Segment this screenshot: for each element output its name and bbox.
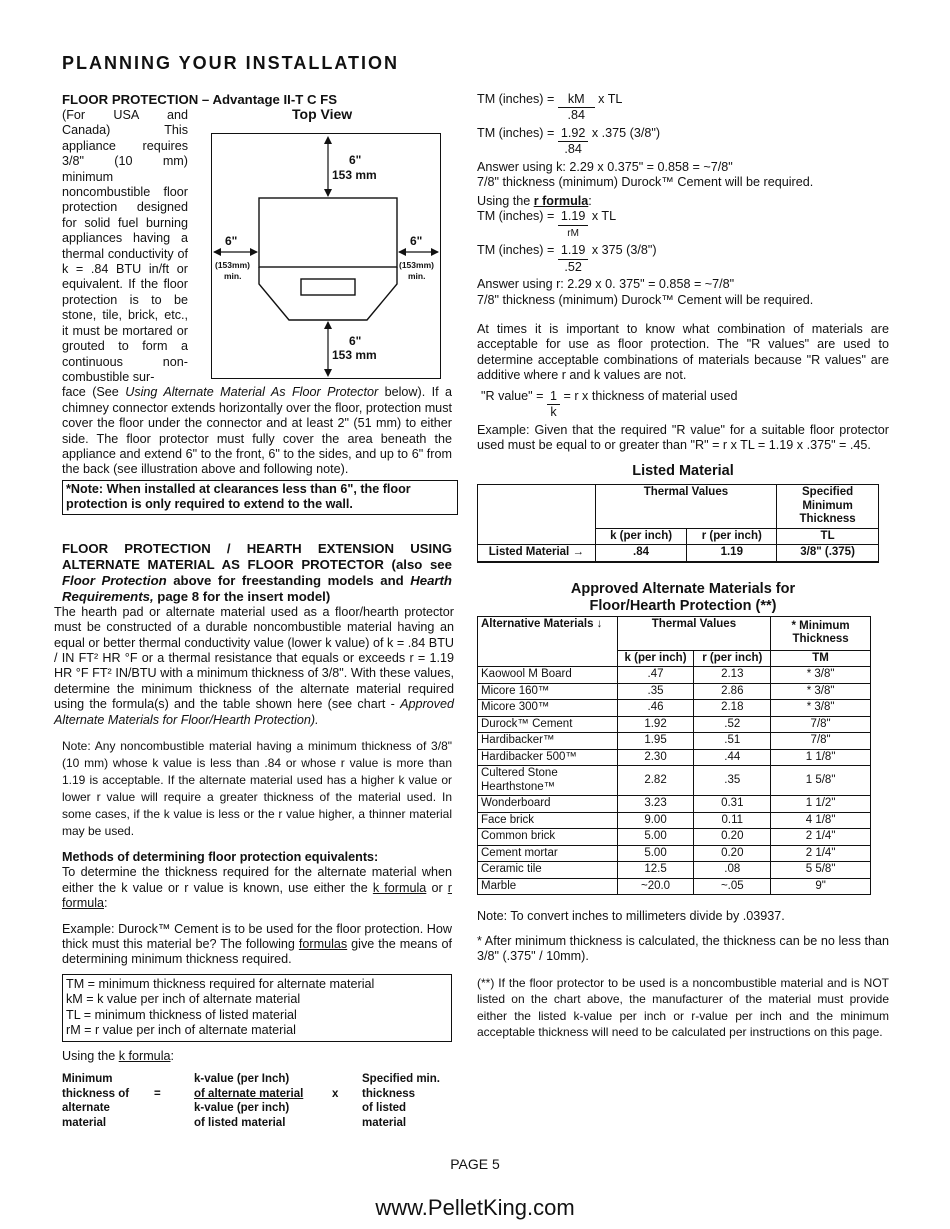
answer-k-line-1: Answer using k: 2.29 x 0.375" = 0.858 = ~7/8" (477, 160, 733, 174)
diagram-bottom-mm: 153 mm (332, 348, 377, 362)
clearance-note: *Note: When installed at clearances less than 6", the floor protection is only required to extend to the wall. (62, 480, 458, 515)
alt-cell-r: .35 (694, 766, 771, 796)
alt-material-row (478, 683, 871, 700)
alt-cell-name: Face brick (478, 812, 618, 829)
alt-cell-k: 3.23 (617, 796, 694, 813)
right-column (477, 92, 889, 1041)
r-value-paragraph: At times it is important to know what combination of materials are acceptable for use as floor protection. The "R values" are used to determine acceptable combinations of materials because "R values" are additive where r and k values are not. (477, 322, 889, 383)
alt-cell-t: 1 5/8" (771, 766, 871, 796)
floor-protection-wrap-text: (For USA and Canada) This appliance requires 3/8" (10 mm) minimum noncombustible floor protection designed for solid fuel burning appliances having a thermal conductivity of k = .84 BTU in/ft or equivalent. If the floor protection is to be stone, tile, brick, etc., it must be mortared or grouted to form a continuous non-combustible sur- (62, 108, 188, 384)
equation-3: TM (inches) = $\frac{1.19}{rM}$ x TL (477, 209, 617, 239)
def-km: kM = k value per inch of alternate material (66, 992, 301, 1007)
alt-cell-t: * 3/8" (771, 700, 871, 717)
alt-cell-r: 0.31 (694, 796, 771, 813)
alt-cell-k: 5.00 (617, 829, 694, 846)
alt-cell-k: 1.92 (617, 716, 694, 733)
hearth-extension-body: The hearth pad or alternate material used as a floor/hearth protector must be constructed of a durable noncombustible material having an equal or better thermal conductivity value (lower k value) of k = .84 BTU / IN FT² HR °F or a thermal resistance that equals or exceeds r = 1.19 HR °F FT² IN/BTU with a minimum thickness of 3/8". With these values, determine the minimum thickness of the alternate material required using the formula(s) and the table shown here (see chart - Approved Alternate Materials for Floor/Hearth Protection). (54, 604, 454, 727)
methods-body: To determine the thickness required for the alternate material when either the k value or r value is known, use either the k formula or r formula: (62, 865, 452, 911)
alt-cell-k: 12.5 (617, 862, 694, 879)
def-tm: TM = minimum thickness required for alternate material (66, 976, 375, 991)
alt-cell-t: 4 1/8" (771, 812, 871, 829)
alt-min-header: * Minimum Thickness (771, 616, 871, 650)
alt-cell-name: Micore 300™ (478, 700, 618, 717)
noncombustible-note: Note: Any noncombustible material having a minimum thickness of 3/8" (10 mm) whose k value is less than .84 or whose r value is more than 1.19 is acceptable. If the alternate material used has a higher k value or lower r value will require a greater thickness of the material used. In some cases, if the k value is less or the r value higher, a thinner material may be used. (62, 739, 452, 838)
alt-material-row (478, 878, 871, 895)
floor-protection-continued: face (See Using Alternate Material As Floor Protector below). If a chimney connector extends horizontally over the floor, protection must cover the floor under the connector and at least 2" (51 mm) to either side. The floor protector must fully cover the area beneath the appliance and extend 6" to the front, 6" to the sides, and up to 6" from the back (see illustration above and following note). (62, 385, 452, 477)
listed-material-title: Listed Material (632, 463, 734, 480)
listed-thermal-header: Thermal Values (595, 485, 776, 529)
alt-tm-header: TM (771, 650, 871, 667)
alt-k-header: k (per inch) (617, 650, 694, 667)
after-min-thickness-note: * After minimum thickness is calculated, the thickness can be no less than 3/8" (.375" / 10mm). (477, 933, 889, 964)
alt-material-row (478, 829, 871, 846)
alt-materials-title-2: Floor/Hearth Protection (**) (589, 597, 777, 614)
diagram-left-mm: (153mm) (215, 260, 250, 270)
diagram-right-min: min. (408, 271, 426, 281)
alt-cell-k: 5.00 (617, 845, 694, 862)
alt-material-row (478, 700, 871, 717)
formula-lhs: Minimum thickness of alternate material (62, 1073, 130, 1129)
answer-k-line-2: 7/8" thickness (minimum) Durock™ Cement will be required. (477, 175, 814, 190)
alt-cell-k: 1.95 (617, 733, 694, 750)
diagram-right-inches: 6" (410, 234, 423, 248)
alt-cell-t: 1 1/2" (771, 796, 871, 813)
equation-4: TM (inches) = $\frac{1.19}{.52}$ x 375 (3/8") (477, 243, 657, 274)
k-formula (62, 1072, 452, 1130)
alt-material-row (478, 667, 871, 684)
r-value-example: Example: Given that the required "R value" for a suitable floor protector used must be equal to or greater than "R" = r x TL = 1.19 x .375" = .45. (477, 422, 889, 453)
alt-cell-t: 7/8" (771, 733, 871, 750)
alt-cell-t: 5 5/8" (771, 862, 871, 879)
formula-equals: = (154, 1088, 161, 1101)
alt-cell-name: Common brick (478, 829, 618, 846)
definitions-box (62, 974, 452, 1042)
top-view-diagram (211, 133, 441, 379)
alt-cell-t: 7/8" (771, 716, 871, 733)
alt-materials-title-1: Approved Alternate Materials for (570, 580, 796, 597)
alt-cell-name: Ceramic tile (478, 862, 618, 879)
alt-cell-t: * 3/8" (771, 667, 871, 684)
alt-material-row (478, 733, 871, 750)
alt-cell-t: 2 1/4" (771, 845, 871, 862)
alt-cell-k: .35 (617, 683, 694, 700)
diagram-left-min: min. (224, 271, 242, 281)
alt-material-row (478, 862, 871, 879)
unlisted-material-note: (**) If the floor protector to be used is a noncombustible material and is NOT listed on the chart above, the manufacturer of the material must provide either the listed k-value per inch or r-value per inch and the minimum acceptable thickness will need to be calculated per instructions on this page. (477, 975, 889, 1040)
listed-spec-header: Specified Minimum Thickness (777, 485, 879, 529)
convert-note: Note: To convert inches to millimeters divide by .03937. (477, 909, 785, 924)
alt-cell-r: .51 (694, 733, 771, 750)
diagram-title: Top View (292, 106, 353, 122)
alt-material-row (478, 749, 871, 766)
alt-thermal-header: Thermal Values (617, 616, 771, 650)
alt-cell-r: 2.86 (694, 683, 771, 700)
alt-cell-name: Cultered Stone Hearthstone™ (478, 766, 618, 796)
alt-material-row (478, 716, 871, 733)
alt-cell-name: Durock™ Cement (478, 716, 618, 733)
page-title: PLANNING YOUR INSTALLATION (62, 53, 399, 73)
formula-rhs: Specified min. thickness of listed material (362, 1073, 440, 1129)
alt-cell-k: 2.82 (617, 766, 694, 796)
alt-material-row (478, 845, 871, 862)
alt-materials-table (477, 616, 871, 896)
left-column (54, 92, 454, 1130)
alt-r-header: r (per inch) (694, 650, 771, 667)
alt-cell-k: .47 (617, 667, 694, 684)
alt-cell-t: * 3/8" (771, 683, 871, 700)
listed-tl-header: TL (777, 528, 879, 545)
listed-r-header: r (per inch) (687, 528, 777, 545)
alt-cell-name: Marble (478, 878, 618, 895)
diagram-left-inches: 6" (225, 234, 238, 248)
using-k-formula: Using the k formula: (62, 1048, 174, 1063)
diagram-bottom-inches: 6" (349, 334, 362, 348)
alt-material-row (478, 796, 871, 813)
alt-material-row (478, 766, 871, 796)
alt-cell-k: 9.00 (617, 812, 694, 829)
alt-cell-r: .44 (694, 749, 771, 766)
alt-material-row (478, 812, 871, 829)
alt-cell-r: 0.20 (694, 845, 771, 862)
def-tl: TL = minimum thickness of listed material (66, 1007, 297, 1022)
alt-cell-r: 0.11 (694, 812, 771, 829)
answer-r-line-1: Answer using r: 2.29 x 0. 375" = 0.858 = ~7/8" (477, 277, 735, 292)
alt-cell-name: Hardibacker™ (478, 733, 618, 750)
alt-col-header: Alternative Materials ↓ (478, 616, 618, 667)
using-r-formula: Using the r formula: (477, 193, 592, 208)
diagram-top-inches: 6" (349, 153, 362, 167)
r-value-equation: "R value" = $\frac{1}{k}$ = r x thickness of material used (481, 388, 738, 420)
formula-times: x (332, 1088, 339, 1101)
website-url: www.PelletKing.com (375, 1195, 575, 1220)
alt-cell-name: Wonderboard (478, 796, 618, 813)
alt-cell-k: .46 (617, 700, 694, 717)
alt-cell-name: Kaowool M Board (478, 667, 618, 684)
equation-2: TM (inches) = $\frac{1.92}{.84}$ x .375 (3/8") (477, 126, 661, 157)
alt-cell-r: ~.05 (694, 878, 771, 895)
answer-r-line-2: 7/8" thickness (minimum) Durock™ Cement will be required. (477, 292, 814, 307)
equation-1: TM (inches) = $\frac{kM}{.84}$ x TL (477, 92, 623, 123)
durock-example: Example: Durock™ Cement is to be used for the floor protection. How thick must this material be? The following formulas give the means of determining minimum thickness required. (62, 921, 452, 967)
diagram-right-mm: (153mm) (399, 260, 434, 270)
alt-cell-r: .08 (694, 862, 771, 879)
listed-material-row: Listed Material → .84 1.19 3/8" (.375) (478, 545, 879, 562)
diagram-top-mm: 153 mm (332, 168, 377, 182)
alt-cell-t: 1 1/8" (771, 749, 871, 766)
alt-cell-r: 2.18 (694, 700, 771, 717)
alt-cell-t: 9" (771, 878, 871, 895)
alt-cell-r: .52 (694, 716, 771, 733)
def-rm: rM = r value per inch of alternate material (66, 1023, 296, 1038)
hearth-extension-heading: FLOOR PROTECTION / HEARTH EXTENSION USING ALTERNATE MATERIAL AS FLOOR PROTECTOR (also see Floor Protection above for freestanding models and Hearth Requirements, page 8 for the insert model) (62, 540, 452, 604)
floor-protection-heading: FLOOR PROTECTION – Advantage II-T C FS (62, 92, 337, 107)
alt-cell-k: 2.30 (617, 749, 694, 766)
alt-cell-r: 2.13 (694, 667, 771, 684)
alt-cell-t: 2 1/4" (771, 829, 871, 846)
listed-material-table (477, 484, 879, 563)
alt-cell-name: Cement mortar (478, 845, 618, 862)
alt-cell-r: 0.20 (694, 829, 771, 846)
methods-heading: Methods of determining floor protection equivalents: (62, 850, 379, 864)
alt-cell-name: Micore 160™ (478, 683, 618, 700)
formula-ratio: k-value (per Inch) of alternate material k-value (per inch) of listed material (194, 1073, 304, 1129)
page-number: PAGE 5 (450, 1156, 500, 1172)
listed-k-header: k (per inch) (595, 528, 687, 545)
alt-cell-k: ~20.0 (617, 878, 694, 895)
alt-cell-name: Hardibacker 500™ (478, 749, 618, 766)
